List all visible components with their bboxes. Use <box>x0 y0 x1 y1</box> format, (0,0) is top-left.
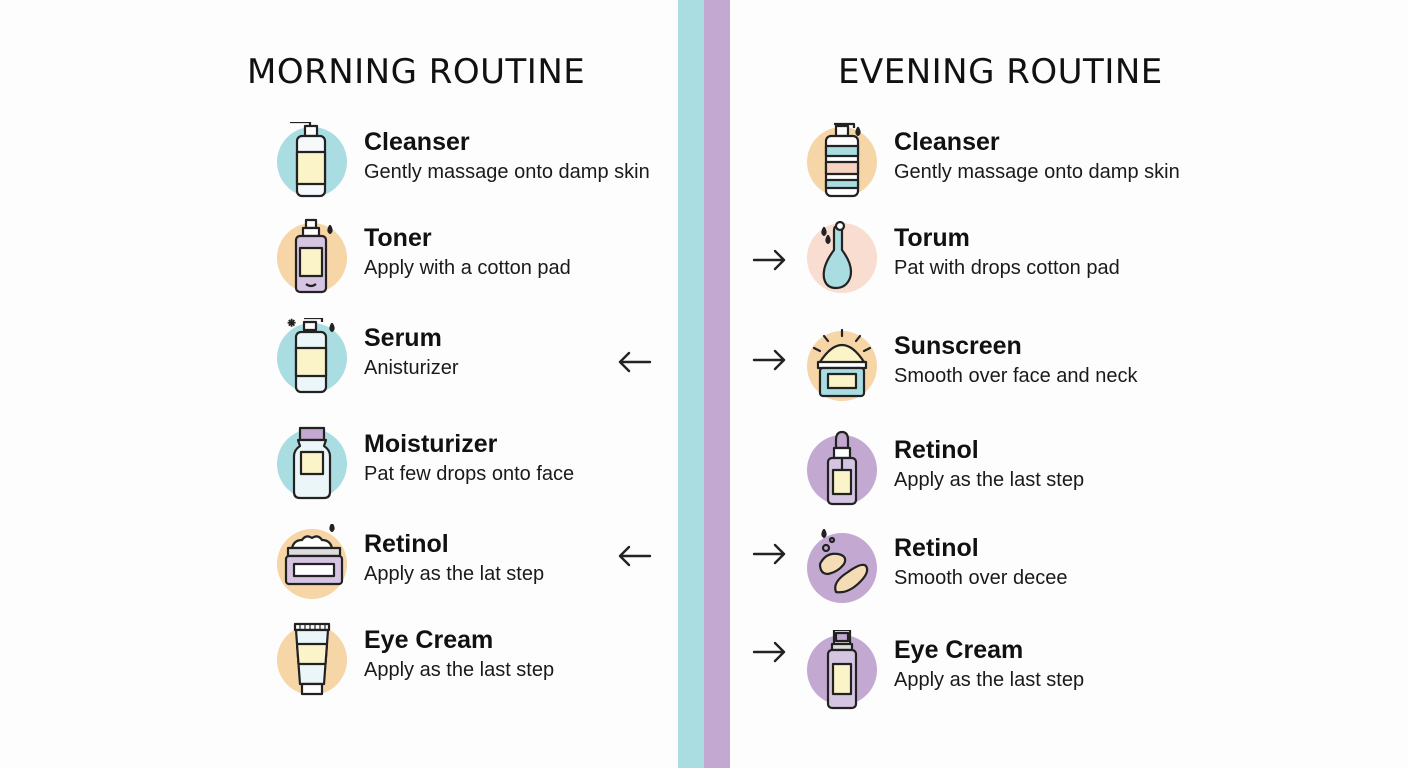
toner-bottle-icon <box>276 218 356 298</box>
arrow-right-icon <box>752 348 788 372</box>
cream-swatch-icon <box>806 528 886 608</box>
evening-routine-title: EVENING ROUTINE <box>838 52 1163 92</box>
step-name: Moisturizer <box>364 430 498 458</box>
step-name: Retinol <box>894 534 979 562</box>
step-description: Anisturizer <box>364 357 459 379</box>
serum-pump-icon <box>276 318 356 398</box>
divider-teal-stripe <box>678 0 704 768</box>
dropper-bottle-icon <box>806 430 886 510</box>
step-name: Toner <box>364 224 432 252</box>
droplet-icon <box>806 218 886 298</box>
step-name: Retinol <box>894 436 979 464</box>
step-name: Retinol <box>364 530 449 558</box>
sunscreen-jar-icon <box>806 326 886 406</box>
step-description: Apply as the last step <box>894 469 1085 491</box>
arrow-left-icon <box>616 350 652 374</box>
tube-icon <box>276 620 356 700</box>
arrow-left-icon <box>616 544 652 568</box>
step-description: Smooth over face and neck <box>894 365 1138 387</box>
arrow-right-icon <box>752 248 788 272</box>
step-name: Eye Cream <box>894 636 1024 664</box>
step-description: Pat with drops cotton pad <box>894 257 1120 279</box>
moisturizer-bottle-icon <box>276 424 356 504</box>
arrow-right-icon <box>752 542 788 566</box>
step-description: Apply as the lat step <box>364 563 545 585</box>
pump-bottle-icon <box>276 122 356 202</box>
step-description: Gently massage onto damp skin <box>894 161 1180 183</box>
step-description: Gently massage onto damp skin <box>364 161 650 183</box>
step-name: Serum <box>364 324 442 352</box>
step-description: Apply as the last step <box>364 659 555 681</box>
step-name: Sunscreen <box>894 332 1022 360</box>
step-description: Smooth over decee <box>894 567 1068 589</box>
step-name: Eye Cream <box>364 626 494 654</box>
arrow-right-icon <box>752 640 788 664</box>
striped-pump-bottle-icon <box>806 122 886 202</box>
step-name: Torum <box>894 224 970 252</box>
morning-routine-title: MORNING ROUTINE <box>247 52 586 92</box>
divider-lavender-stripe <box>704 0 730 768</box>
step-description: Pat few drops onto face <box>364 463 575 485</box>
step-description: Apply as the last step <box>894 669 1085 691</box>
step-name: Cleanser <box>894 128 1000 156</box>
step-name: Cleanser <box>364 128 470 156</box>
step-description: Apply with a cotton pad <box>364 257 571 279</box>
spray-bottle-icon <box>806 630 886 710</box>
cream-jar-icon <box>276 524 356 604</box>
